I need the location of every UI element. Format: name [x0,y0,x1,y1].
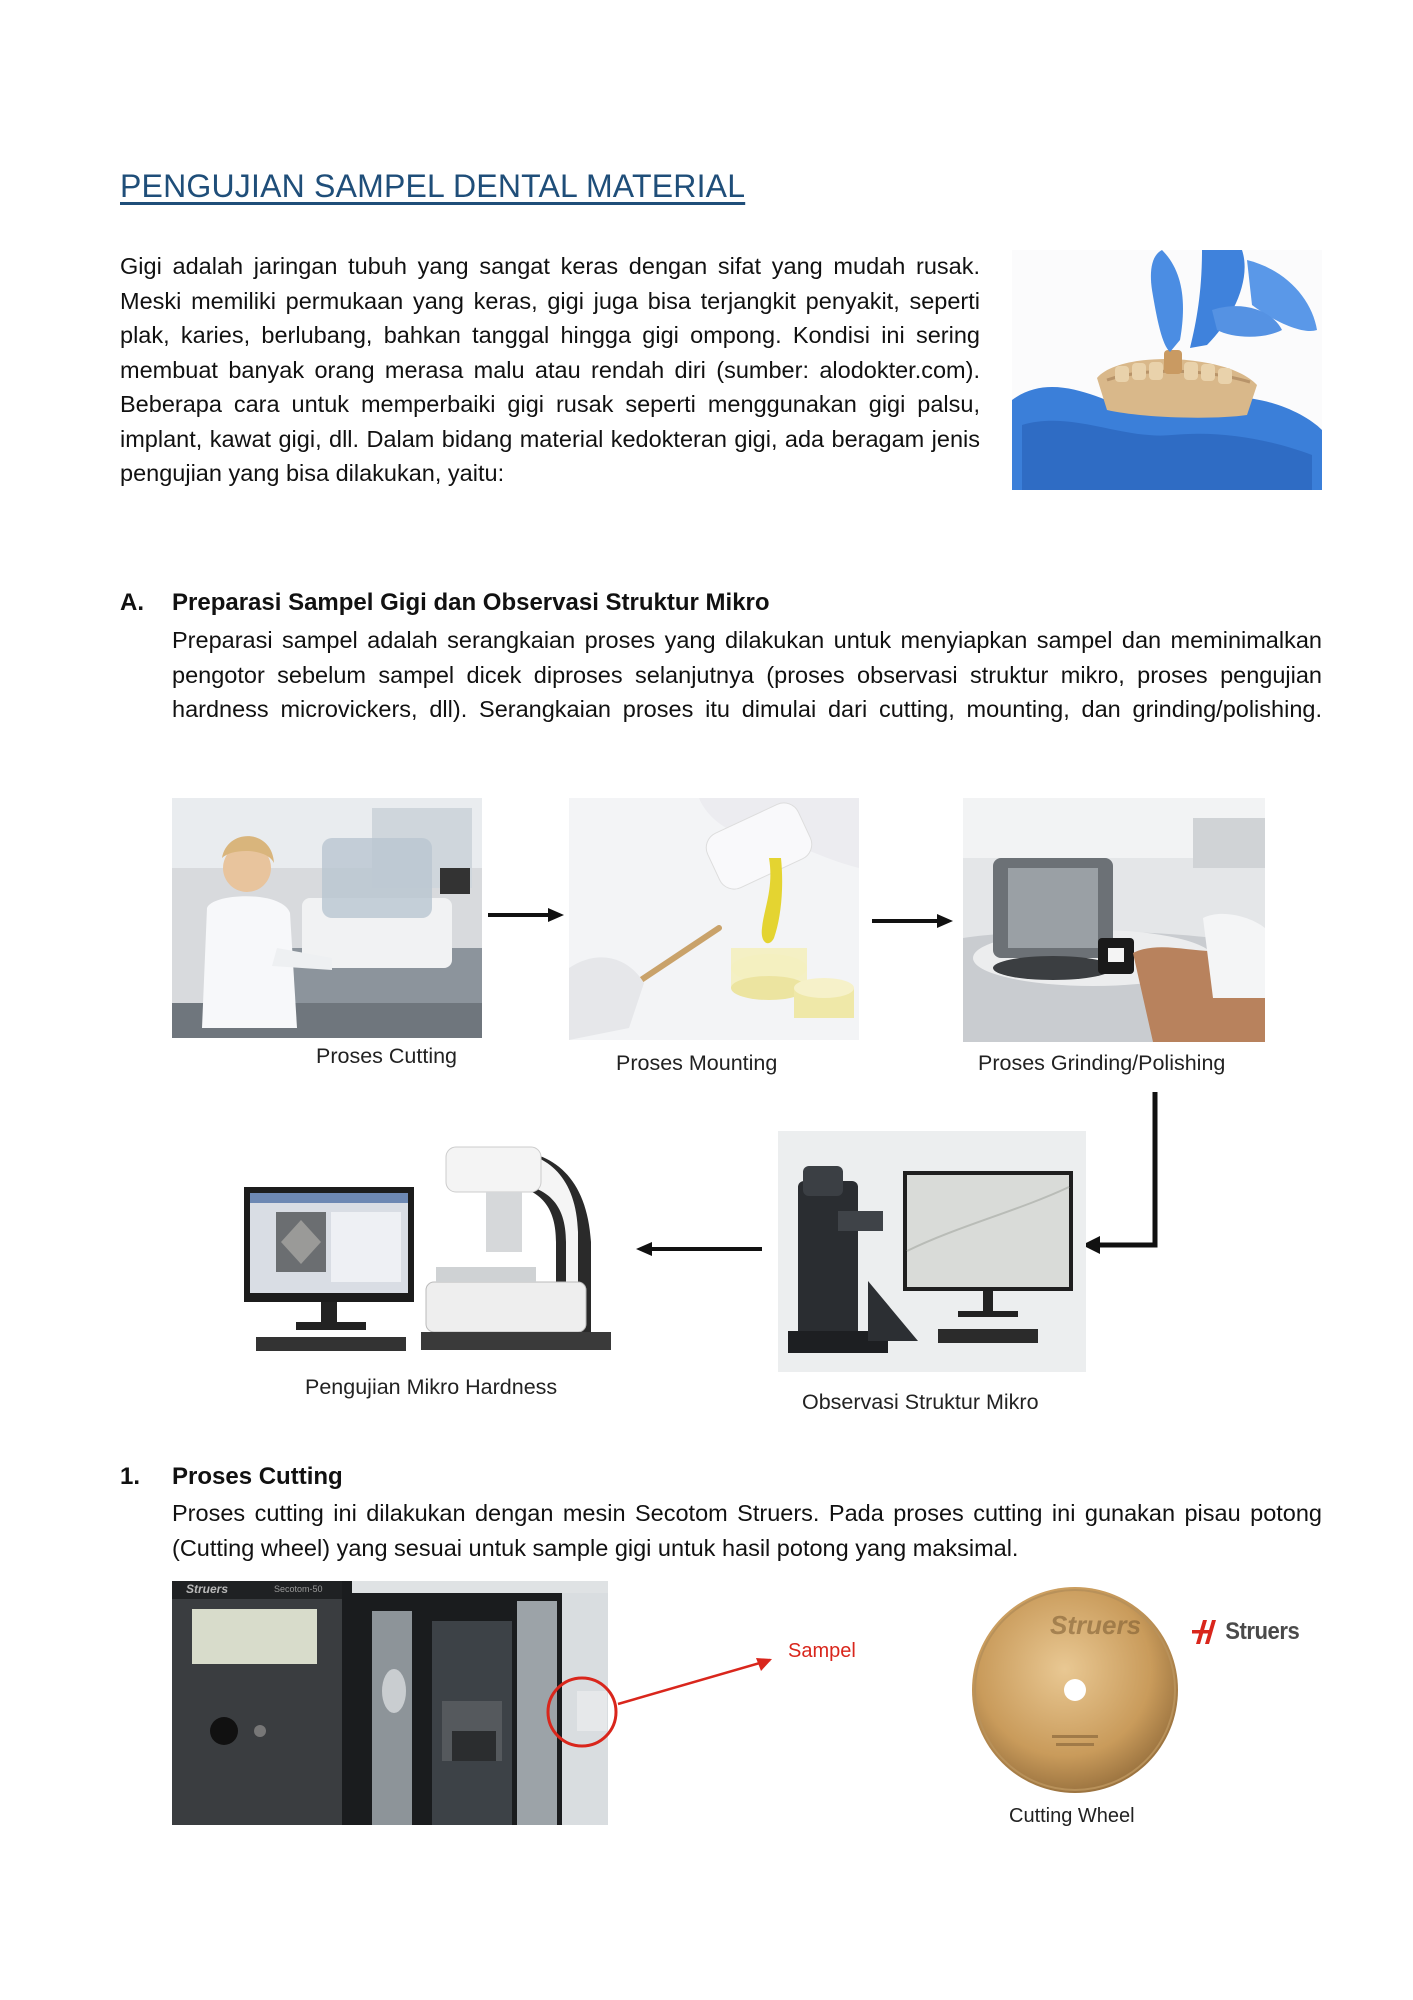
micro-hardness-photo [236,1132,628,1368]
dental-model-photo [1012,250,1322,490]
caption-cutting: Proses Cutting [316,1044,458,1068]
sampel-annotation [540,1640,790,1750]
sampel-label: Sampel [788,1640,856,1662]
grinding-photo [963,798,1265,1042]
section-1-paragraph: Proses cutting ini dilakukan dengan mesin Secotom Struers. Pada proses cutting ini gunakan pisau potong (Cutting wheel) yang sesuai untuk sample gigi untuk hasil potong yang maksimal. [172,1500,1322,1561]
caption-hardness: Pengujian Mikro Hardness [305,1375,558,1399]
caption-mounting: Proses Mounting [616,1051,778,1075]
caption-grinding: Proses Grinding/Polishing [978,1051,1226,1075]
section-a-paragraph: Preparasi sampel adalah serangkaian proses yang dilakukan untuk menyiapkan sampel dan meminimalkan pengotor sebelum sampel dicek diproses selanjutnya (proses observasi struktur mikro, proses pengujian hardness microvickers, dll). Serangkaian proses itu dimulai dari cutting, mounting, dan grinding/polishing. [172,627,1322,722]
cutting-photo [172,798,482,1038]
wheel-brand-label: Struers [1050,1610,1142,1640]
section-a-marker: A. [120,589,144,616]
intro-paragraph: Gigi adalah jaringan tubuh yang sangat keras dengan sifat yang mudah rusak. Meski memiliki permukaan yang keras, gigi juga bisa terjangkit penyakit, seperti plak, karies, berlubang, bahkan tanggal hingga gigi ompong. Kondisi ini sering membuat banyak orang merasa malu atau rendah diri (sumber: alodokter.com). Beberapa cara untuk memperbaiki gigi rusak seperti menggunakan gigi palsu, implant, kawat gigi, dll. Dalam bidang material kedokteran gigi, ada beragam jenis pengujian yang bisa dilakukan, yaitu: [120,253,980,486]
machine-model-label: Secotom-50 [274,1584,323,1594]
caption-cutting-wheel: Cutting Wheel [1009,1805,1135,1827]
microscope-observation-photo [778,1131,1086,1372]
machine-brand-label: Struers [186,1582,229,1596]
struers-logo [1192,1617,1303,1647]
flow-arrow-2 [870,911,955,931]
caption-observasi: Observasi Struktur Mikro [802,1390,1039,1414]
section-1-marker: 1. [120,1463,141,1490]
struers-logo-icon [1192,1618,1220,1646]
flow-arrow-4 [634,1239,764,1259]
flow-arrow-3 [1080,1090,1160,1260]
section-1-heading: Proses Cutting [172,1463,343,1490]
mounting-photo [569,798,859,1040]
struers-logo-text: Struers [1225,1618,1300,1645]
section-a-heading: Preparasi Sampel Gigi dan Observasi Struktur Mikro [172,589,770,616]
page-title: PENGUJIAN SAMPEL DENTAL MATERIAL [120,168,746,204]
flow-arrow-1 [486,905,566,925]
